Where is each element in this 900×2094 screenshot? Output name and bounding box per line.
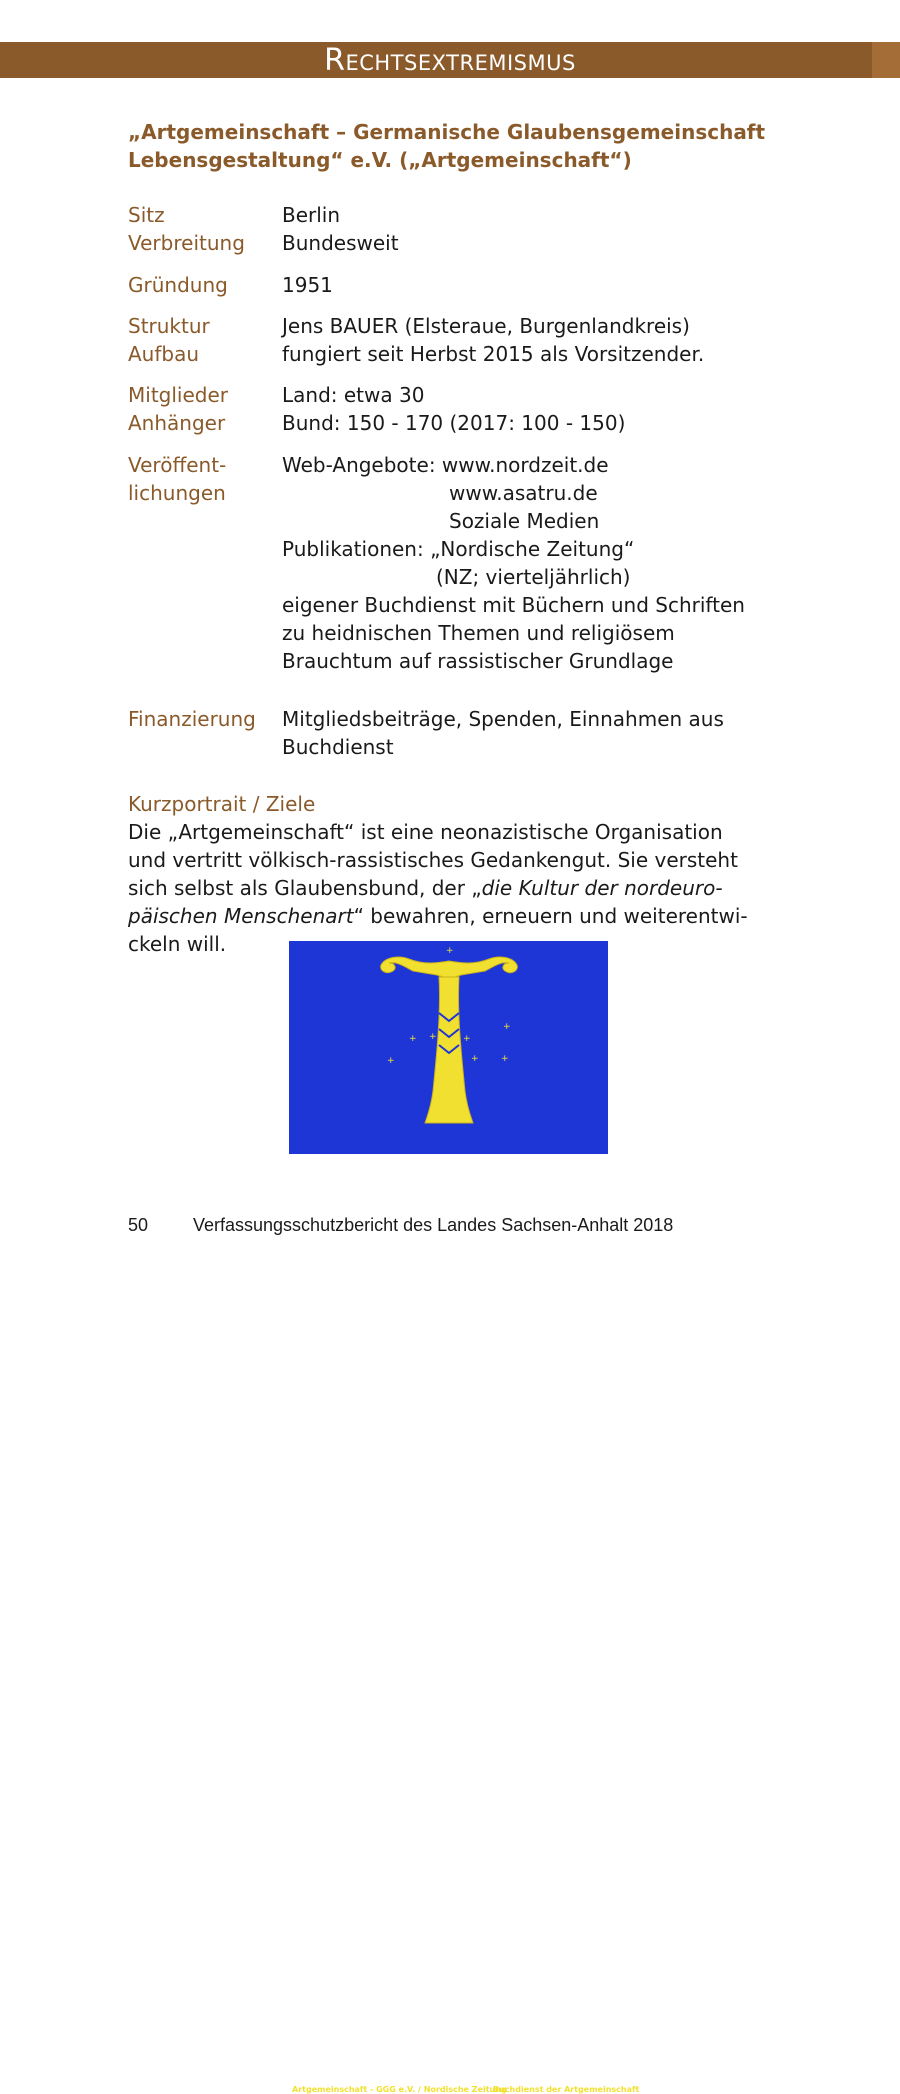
publication-line: Soziale Medien (449, 509, 600, 533)
irminsul-emblem-icon (289, 941, 608, 1154)
portrait-line: ckeln will. (128, 932, 227, 956)
portrait-text-span: sich selbst als Glaubensbund, der „ (128, 876, 482, 900)
organization-title-line-1: „Artgemeinschaft – Germanische Glaubensgemeinschaft (128, 120, 766, 144)
value-anhaenger: Bund: 150 - 170 (2017: 100 - 150) (282, 411, 626, 435)
value-struktur: Jens BAUER (Elsteraue, Burgenlandkreis) (282, 314, 690, 338)
portrait-line (128, 902, 768, 930)
publication-line: Publikationen: „Nordische Zeitung“ (282, 537, 635, 561)
publication-line: www.asatru.de (449, 481, 598, 505)
value-finanzierung-2: Buchdienst (282, 735, 394, 759)
label-gruendung: Gründung (128, 273, 228, 297)
svg-text:+: + (409, 1034, 417, 1044)
label-finanzierung: Finanzierung (128, 707, 256, 731)
flag-caption-left: Artgemeinschaft - GGG e.V. / Nordische Zeitung (292, 2085, 507, 2094)
portrait-line (128, 874, 768, 902)
publication-line: eigener Buchdienst mit Büchern und Schriften (282, 593, 745, 617)
page-number: 50 (128, 1215, 149, 1235)
organization-title-line-2: Lebensgestaltung“ e.V. („Artgemeinschaft“) (128, 148, 632, 172)
publication-line: Brauchtum auf rassistischer Grundlage (282, 649, 674, 673)
svg-text:+: + (446, 946, 454, 956)
portrait-line: und vertritt völkisch-rassistisches Gedankengut. Sie versteht (128, 848, 738, 872)
section-heading: Kurzportrait / Ziele (128, 792, 316, 816)
svg-text:+: + (471, 1054, 479, 1064)
label-struktur: Struktur (128, 314, 210, 338)
svg-text:+: + (501, 1054, 509, 1064)
value-mitglieder: Land: etwa 30 (282, 383, 425, 407)
value-aufbau: fungiert seit Herbst 2015 als Vorsitzender. (282, 342, 705, 366)
organization-title (128, 118, 788, 174)
svg-text:+: + (463, 1034, 471, 1044)
label-mitglieder: Mitglieder (128, 383, 228, 407)
value-verbreitung: Bundesweit (282, 231, 399, 255)
portrait-quote: päischen Menschenart (128, 904, 354, 928)
page-title: Rechtsextremismus (324, 43, 576, 78)
flag-caption-right: Buchdienst der Artgemeinschaft (493, 2085, 640, 2094)
portrait-text (128, 818, 768, 958)
label-veroeffentlichungen-2: lichungen (128, 481, 226, 505)
svg-text:+: + (429, 1032, 437, 1042)
footer-text: Verfassungsschutzbericht des Landes Sachsen-Anhalt 2018 (193, 1215, 674, 1235)
value-finanzierung-1: Mitgliedsbeiträge, Spenden, Einnahmen aus (282, 707, 724, 731)
publication-line: Web-Angebote: www.nordzeit.de (282, 453, 609, 477)
label-veroeffentlichungen-1: Veröffent- (128, 453, 227, 477)
value-gruendung: 1951 (282, 273, 333, 297)
portrait-quote: die Kultur der nordeuro- (481, 876, 723, 900)
portrait-text-span: “ bewahren, erneuern und weiterentwi- (353, 904, 748, 928)
svg-text:+: + (503, 1022, 511, 1032)
portrait-line: Die „Artgemeinschaft“ ist eine neonazistische Organisation (128, 820, 723, 844)
publication-line: zu heidnischen Themen und religiösem (282, 621, 675, 645)
svg-text:+: + (387, 1056, 395, 1066)
label-verbreitung: Verbreitung (128, 231, 245, 255)
publication-line: (NZ; vierteljährlich) (436, 565, 631, 589)
value-sitz: Berlin (282, 203, 341, 227)
label-sitz: Sitz (128, 203, 165, 227)
label-aufbau: Aufbau (128, 342, 200, 366)
label-anhaenger: Anhänger (128, 411, 226, 435)
